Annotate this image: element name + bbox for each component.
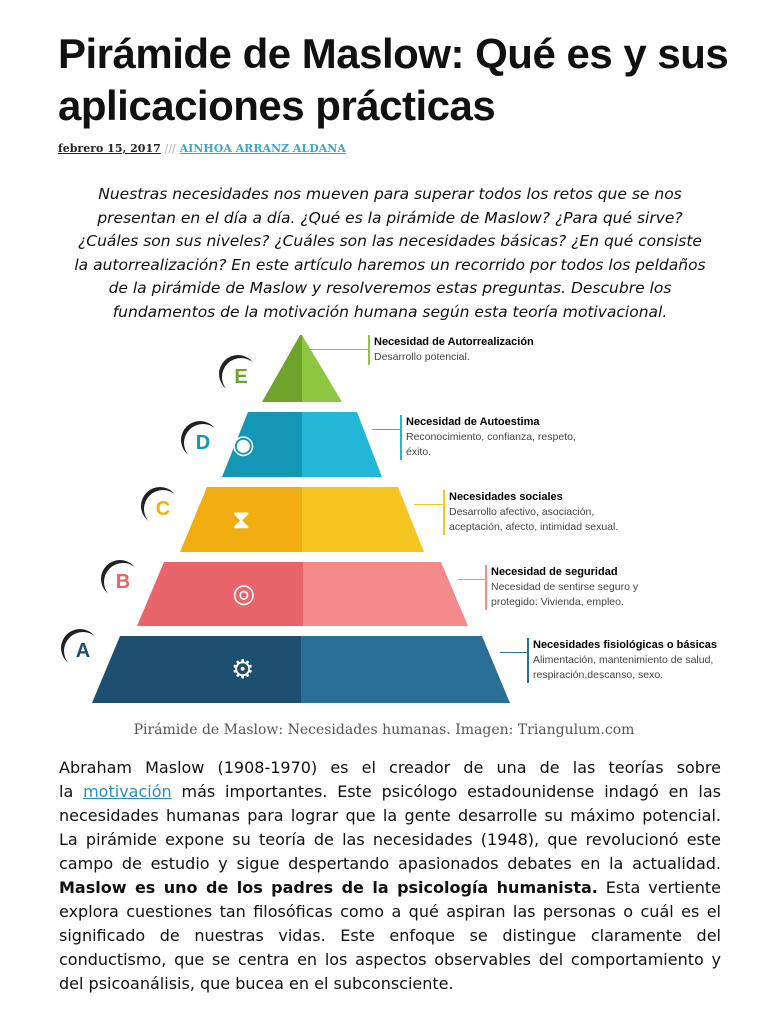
level-description: Reconocimiento, confianza, respeto, éxito.: [406, 431, 576, 458]
level-description: Desarrollo afectivo, asociación, aceptación, afecto, intimidad sexual.: [449, 506, 619, 533]
level-title: Necesidades fisiológicas o básicas: [533, 639, 718, 651]
level-title: Necesidad de Autoestima: [406, 416, 540, 428]
body-text: Esta vertiente: [597, 878, 721, 897]
level-letter-badge: A: [64, 632, 102, 670]
body-text: más importantes. Este psicólogo estadounidense indagó en las: [171, 782, 721, 801]
level-label: [368, 335, 558, 365]
connector-line: [372, 429, 400, 430]
tier-icon: ◉: [232, 428, 255, 459]
article-intro: Nuestras necesidades nos mueven para superar todos los retos que se nos presentan en el día a día. ¿Qué es la pirámide de Maslow? ¿Para qué sirve? ¿Cuáles son sus niveles? ¿Cuáles son las necesidades básicas? ¿En qué consiste la autorrealización? En este artículo haremos un recorrido por todos los peldaños de la pirámide de Maslow y resolveremos estas preguntas. Descubre los fundamentos de la motivación humana según esta teoría motivacional.: [74, 185, 706, 321]
body-line: campo de estudio y sigue despertando apasionados debates en la actualidad.: [59, 854, 721, 873]
pyramid-tier-a: [92, 636, 510, 703]
body-line: La pirámide expone su teoría de las necesidades (1948), que revolucionó este: [59, 830, 721, 849]
body-line: necesidades humanas para lograr que la gente desarrolle su máximo potencial.: [59, 806, 721, 825]
pyramid-tier-b: [137, 562, 468, 626]
tier-left-half: [92, 636, 301, 703]
level-description: Necesidad de sentirse seguro y protegido: Vivienda, empleo.: [491, 581, 639, 608]
level-description: Desarrollo potencial.: [374, 351, 470, 363]
level-label: [400, 415, 590, 460]
level-letter-badge: C: [144, 490, 182, 528]
level-label: [443, 490, 633, 535]
tier-icon: ⧗: [232, 503, 251, 534]
level-title: Necesidad de seguridad: [491, 566, 618, 578]
tier-right-half: [302, 335, 342, 402]
level-label: [485, 565, 675, 610]
motivacion-link[interactable]: motivación: [83, 782, 172, 801]
page-title: Pirámide de Maslow: Qué es y sus aplicaciones prácticas: [58, 30, 729, 129]
body-line: explora cuestiones tan filosóficas como a qué aspiran las personas o cuál es el: [59, 902, 721, 921]
level-letter-badge: E: [222, 358, 260, 396]
level-description: Alimentación, mantenimiento de salud, respiración,descanso, sexo.: [533, 654, 714, 681]
connector-line: [500, 652, 527, 653]
tier-right-half: [302, 487, 424, 552]
tier-right-half: [301, 636, 510, 703]
body-line: [59, 780, 721, 804]
figure-caption: Pirámide de Maslow: Necesidades humanas. Imagen: Triangulum.com: [133, 722, 635, 738]
body-line: [59, 876, 721, 900]
article-meta: [58, 142, 346, 155]
body-line: Abraham Maslow (1908-1970) es el creador de una de las teorías sobre: [59, 758, 721, 777]
tier-right-half: [302, 412, 382, 477]
article-body: [59, 756, 721, 996]
body-line: del psicoanálisis, que bucea en el subconsciente.: [59, 974, 454, 993]
tier-left-half: [262, 335, 302, 402]
connector-line: [414, 504, 443, 505]
level-title: Necesidades sociales: [449, 491, 563, 503]
level-title: Necesidad de Autorrealización: [374, 336, 534, 348]
pyramid-tier-c: [180, 487, 424, 552]
body-line: conductismo, que se centra en los aspectos observables del comportamiento y: [59, 950, 721, 969]
post-date-link[interactable]: febrero 15, 2017: [58, 142, 161, 155]
author-link[interactable]: AINHOA ARRANZ ALDANA: [179, 142, 346, 155]
connector-line: [302, 349, 368, 350]
body-line: significado de nuestras vidas. Este enfoque se distingue claramente del: [59, 926, 721, 945]
tier-left-half: [137, 562, 303, 626]
level-label: [527, 638, 727, 683]
connector-line: [458, 579, 485, 580]
level-letter-badge: B: [104, 563, 142, 601]
pyramid-tier-e: [262, 335, 342, 402]
level-letter-badge: D: [184, 424, 222, 462]
tier-icon: ◎: [232, 578, 256, 608]
tier-right-half: [303, 562, 469, 626]
meta-separator: ///: [164, 142, 176, 155]
tier-icon: ⚙: [231, 653, 255, 684]
body-text: la: [59, 782, 84, 801]
bold-statement: Maslow es uno de los padres de la psicología humanista.: [59, 878, 598, 897]
